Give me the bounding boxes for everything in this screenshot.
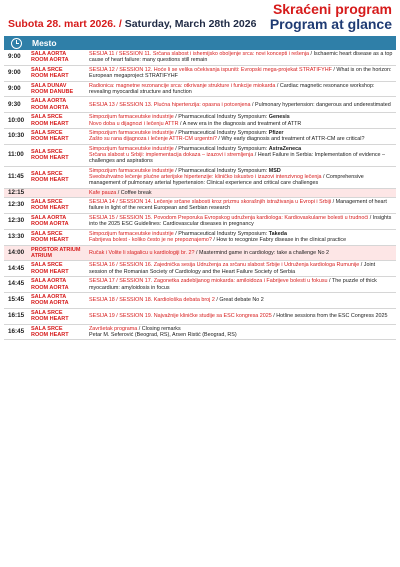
- session-room: [28, 166, 86, 188]
- session-title-sr: Ručak i Volite li slagalicu u kardiologiji br. 2?: [89, 249, 195, 256]
- program-title: [270, 2, 392, 32]
- session-room: [28, 144, 86, 166]
- room-name-sr: SALA AORTA: [31, 214, 67, 221]
- table-row: [4, 188, 396, 197]
- session-title-en: / Comprehensive management of pulmonary arterial hypertension: Clinical experience and critical care challenges: [89, 174, 364, 187]
- session-title-sr: Fabrijeva bolest - koliko često je ne prepoznajemo?: [89, 237, 212, 244]
- room-name-sr: SALA SRCE: [31, 325, 63, 332]
- table-row: [4, 144, 396, 166]
- room-name-en: ROOM DANUBE: [31, 89, 74, 96]
- table-row: [4, 213, 396, 229]
- room-name-en: ROOM HEART: [31, 205, 69, 212]
- session-title-en: / Ischaemic heart disease as a top cause of heart failure: many questions still remain: [89, 51, 393, 64]
- session-time: 15:45: [4, 292, 28, 308]
- session-title-en: / Why early diagnosis and treatment of ATTR-CM are critical?: [216, 136, 365, 143]
- room-name-sr: SALA AORTA: [31, 293, 67, 300]
- room-name-en: ROOM AORTA: [31, 221, 69, 228]
- table-row: [4, 81, 396, 97]
- session-description: [86, 65, 396, 81]
- session-time: 10:30: [4, 129, 28, 145]
- session-label: SESIJA 16 / SESSION 16.: [89, 262, 153, 269]
- session-room: [28, 213, 86, 229]
- session-title-en: / How to recognize Fabry disease in the clinical practice: [211, 237, 347, 244]
- session-room: [28, 81, 86, 97]
- session-description: [86, 198, 396, 214]
- room-name-sr: SALA SRCE: [31, 170, 63, 177]
- session-label: Simpozijum farmaceutske industrije: [89, 230, 174, 237]
- room-name-sr: SALA SRCE: [31, 66, 63, 73]
- session-title-en: / Coffee break: [116, 189, 152, 196]
- room-name-en: ROOM HEART: [31, 120, 69, 127]
- room-name-en: ROOM HEART: [31, 177, 69, 184]
- table-row: [4, 198, 396, 214]
- room-name-en: ROOM AORTA: [31, 57, 69, 64]
- room-name-en: ROOM HEART: [31, 331, 69, 338]
- date-english: Saturday, March 28th 2026: [124, 18, 257, 30]
- session-room: [28, 188, 86, 197]
- room-name-en: ROOM HEART: [31, 316, 69, 323]
- session-room: [28, 65, 86, 81]
- symposium-prefix: / Pharmaceutical Industry Symposium:: [173, 114, 269, 121]
- event-date: [8, 18, 256, 30]
- symposium-prefix: / Pharmaceutical Industry Symposium:: [173, 145, 269, 152]
- room-name-sr: SALA SRCE: [31, 114, 63, 121]
- page-header: [0, 0, 400, 36]
- table-row: [4, 65, 396, 81]
- table-row: [4, 129, 396, 145]
- room-name-sr: SALA AORTA: [31, 98, 67, 105]
- sponsor-name: Takeda: [268, 230, 287, 237]
- session-title-sr: Povodom Preporuka Evropskog udruženja kardiologa: Kardiovaskularne bolesti u trudnoći: [152, 214, 369, 221]
- session-time: 16:15: [4, 308, 28, 324]
- table-row: [4, 245, 396, 261]
- room-name-sr: SALA SRCE: [31, 262, 63, 269]
- date-serbian: Subota 28. mart 2026. /: [8, 18, 122, 30]
- session-title-en: / Closing remarks: [137, 325, 181, 332]
- session-description: [86, 261, 396, 277]
- session-description: [86, 81, 396, 97]
- session-room: [28, 129, 86, 145]
- session-description: [86, 50, 396, 65]
- session-room: [28, 261, 86, 277]
- session-time: 10:00: [4, 113, 28, 129]
- session-time: 14:45: [4, 261, 28, 277]
- session-title-sr: Novo doba u dijagnozi i lečenju ATTR: [89, 120, 179, 127]
- room-name-sr: SALA SRCE: [31, 199, 63, 206]
- time-column-header: [4, 36, 28, 50]
- session-label: SESIJA 12 / SESSION 12.: [89, 66, 153, 73]
- table-row: [4, 166, 396, 188]
- session-title-en: / What is on the horizon: European megaproject STRATIFYHF: [89, 66, 392, 80]
- room-name-en: ROOM HEART: [31, 155, 69, 162]
- session-label: SESIJA 11 / SESSION 11.: [89, 51, 152, 58]
- sponsor-name: Genesis: [268, 114, 290, 121]
- session-title-en: / Mastermind game in cardiology: take a challenge No 2: [194, 249, 330, 256]
- session-title-en: / Cardiac magnetic resonance workshop: revealing myocardial structure and function: [89, 82, 375, 96]
- sponsor-name: MSD: [268, 167, 281, 174]
- room-name-en: ROOM AORTA: [31, 284, 69, 291]
- session-label: SESIJA 14 / SESSION 14.: [89, 199, 153, 206]
- session-room: [28, 324, 86, 340]
- table-row: [4, 277, 396, 293]
- session-time: 11:00: [4, 144, 28, 166]
- session-description: [86, 113, 396, 129]
- session-speakers: Petar M. Seferović (Beograd, RS), Arsen Ristić (Beograd, RS): [89, 331, 237, 338]
- session-description: [86, 277, 396, 293]
- session-time: 11:45: [4, 166, 28, 188]
- session-title-sr: Srčana slabost i ishemijsko oboljenje srca: novi koncepti i rešenja: [151, 51, 310, 58]
- room-name-sr: SALA SRCE: [31, 309, 63, 316]
- session-label: SESIJA 15 / SESSION 15.: [89, 214, 153, 221]
- title-english: Program at glance: [269, 16, 392, 32]
- symposium-prefix: / Pharmaceutical Industry Symposium:: [173, 230, 269, 237]
- session-title-sr: Lečenje srčane slabosti kroz prizmu skorašnjih istraživanja u Evropi i Srbiji: [152, 199, 332, 206]
- session-time: 14:00: [4, 245, 28, 261]
- session-room: [28, 113, 86, 129]
- session-label: Simpozijum farmaceutske industrije: [89, 145, 174, 152]
- session-label: Simpozijum farmaceutske industrije: [89, 114, 174, 121]
- session-description: [86, 308, 396, 324]
- session-description: [86, 144, 396, 166]
- session-time: 9:30: [4, 97, 28, 113]
- session-title-en: / Management of heart failure in light of the recent European and Serbian research: [89, 199, 387, 212]
- room-name-sr: SALA SRCE: [31, 130, 63, 137]
- session-description: [86, 97, 396, 113]
- session-title-sr: Hoće li se velika očekivanja ispuniti: Evropski mega-projekat STRATIFYHF: [152, 66, 332, 73]
- session-title-en: / Great debate No 2: [214, 297, 264, 304]
- session-title-sr: Kafe pauza: [89, 189, 117, 196]
- room-name-sr: SALA SRCE: [31, 148, 63, 155]
- session-time: 12:30: [4, 213, 28, 229]
- session-title-en: / Heart Failure in Serbia: Implementation of evidence – challenges and aspirations: [89, 152, 386, 165]
- room-name-en: ROOM HEART: [31, 268, 69, 275]
- session-room: [28, 229, 86, 245]
- session-room: [28, 245, 86, 261]
- session-title-sr: Srčana slabost u Srbiji: implementacija dokaza – izazovi i stremljenja: [89, 152, 254, 159]
- session-label: SESIJA 18 / SESSION 18.: [89, 297, 153, 304]
- session-time: 12:15: [4, 188, 28, 197]
- room-name-en: ROOM HEART: [31, 237, 69, 244]
- session-title-en: / Pulmonary hypertension: dangerous and underestimated: [250, 101, 391, 108]
- session-time: 9:00: [4, 65, 28, 81]
- session-title-sr: Zajednička sesija Udruženja za srčanu slabost Srbije i Udruženja kardiologa Rumunije: [152, 262, 360, 269]
- room-column-header: Mesto: [28, 36, 396, 50]
- room-name-en: ROOM HEART: [31, 73, 69, 80]
- table-row: [4, 292, 396, 308]
- table-row: [4, 324, 396, 340]
- session-description: [86, 229, 396, 245]
- room-name-sr: SALA AORTA: [31, 51, 67, 57]
- table-row: [4, 261, 396, 277]
- table-row: [4, 50, 396, 65]
- session-title-sr: Plućna hipertenzija: opasna i potcenjena: [152, 101, 251, 108]
- session-title-sr: Završetak programa: [89, 325, 138, 332]
- table-row: [4, 113, 396, 129]
- session-title-en: / Insights into the 2025 ESC Guidelines: Cardiovascular diseases in pregnancy: [89, 214, 392, 228]
- session-room: [28, 97, 86, 113]
- session-description: [86, 129, 396, 145]
- room-name-en: ROOM AORTA: [31, 300, 69, 307]
- session-description: [86, 166, 396, 188]
- session-title-sr: Zašto su rana dijagnoza i lečenje ATTR-CM urgentni?: [89, 136, 217, 143]
- session-time: 9:00: [4, 81, 28, 97]
- sponsor-name: AstraZeneca: [268, 145, 302, 152]
- session-room: [28, 277, 86, 293]
- session-label: Simpozijum farmaceutske industrije: [89, 130, 174, 137]
- session-description: [86, 324, 396, 340]
- session-title-en: / A new era in the diagnosis and treatment of ATTR: [178, 120, 302, 127]
- table-row: [4, 229, 396, 245]
- session-room: [28, 50, 86, 65]
- session-label: SESIJA 17 / SESSION 17.: [89, 278, 153, 285]
- program-table: [4, 36, 396, 340]
- symposium-prefix: / Pharmaceutical Industry Symposium:: [173, 167, 269, 174]
- session-description: [86, 213, 396, 229]
- sponsor-name: Pfizer: [268, 130, 284, 137]
- room-name-sr: SALA SRCE: [31, 230, 63, 237]
- session-title-sr: Kardiološka debata broj 2: [152, 297, 215, 304]
- table-row: [4, 308, 396, 324]
- session-time: 9:00: [4, 50, 28, 65]
- table-row: [4, 97, 396, 113]
- session-label: SESIJA 13 / SESSION 13.: [89, 101, 153, 108]
- session-label: SESIJA 19 / SESSION 19.: [89, 313, 153, 319]
- room-name-en: ATRIUM: [31, 252, 52, 259]
- session-time: 14:45: [4, 277, 28, 293]
- session-title-sr: Radionica: magnetne rezonancije srca: otkrivanje strukture i funkcije miokarda: [89, 82, 276, 89]
- session-title-sr: Zagonetka zadebljanog miokarda: amiloidoza i Fabrijeve bolesti u fokusu: [152, 278, 328, 285]
- room-name-sr: PROSTOR ATRIUM: [31, 246, 81, 253]
- session-title-en: / Hotline sessions from the ESC Congress 2025: [271, 313, 388, 319]
- session-description: [86, 188, 396, 197]
- session-description: [86, 292, 396, 308]
- session-room: [28, 308, 86, 324]
- session-time: 16:45: [4, 324, 28, 340]
- room-name-en: ROOM AORTA: [31, 104, 69, 111]
- room-name-sr: SALA AORTA: [31, 278, 67, 285]
- room-name-sr: SALA DUNAV: [31, 82, 67, 89]
- session-time: 12:30: [4, 198, 28, 214]
- session-title-sr: Najvažnije kliničke studije sa ESC kongresa 2025: [152, 313, 272, 319]
- room-name-en: ROOM HEART: [31, 136, 69, 143]
- session-room: [28, 198, 86, 214]
- session-title-sr: Sveobuhvatno lečenje plućne arterijske hipertenzije: kliničko iskustvo i izazovi intenzivnog lečenja: [89, 174, 322, 181]
- title-serbian: Skraćeni program: [272, 1, 392, 17]
- session-title-en: / Joint session of the Romanian Society of Cardiology and the Heart Failure Society of Serbia: [89, 262, 376, 275]
- session-room: [28, 292, 86, 308]
- symposium-prefix: / Pharmaceutical Industry Symposium:: [173, 130, 269, 137]
- table-header-row: [4, 36, 396, 50]
- session-label: Simpozijum farmaceutske industrije: [89, 167, 174, 174]
- session-title-en: / The puzzle of thick myocardium: amyloidosis in focus: [89, 278, 377, 291]
- session-description: [86, 245, 396, 261]
- session-time: 13:30: [4, 229, 28, 245]
- clock-icon: [11, 38, 22, 49]
